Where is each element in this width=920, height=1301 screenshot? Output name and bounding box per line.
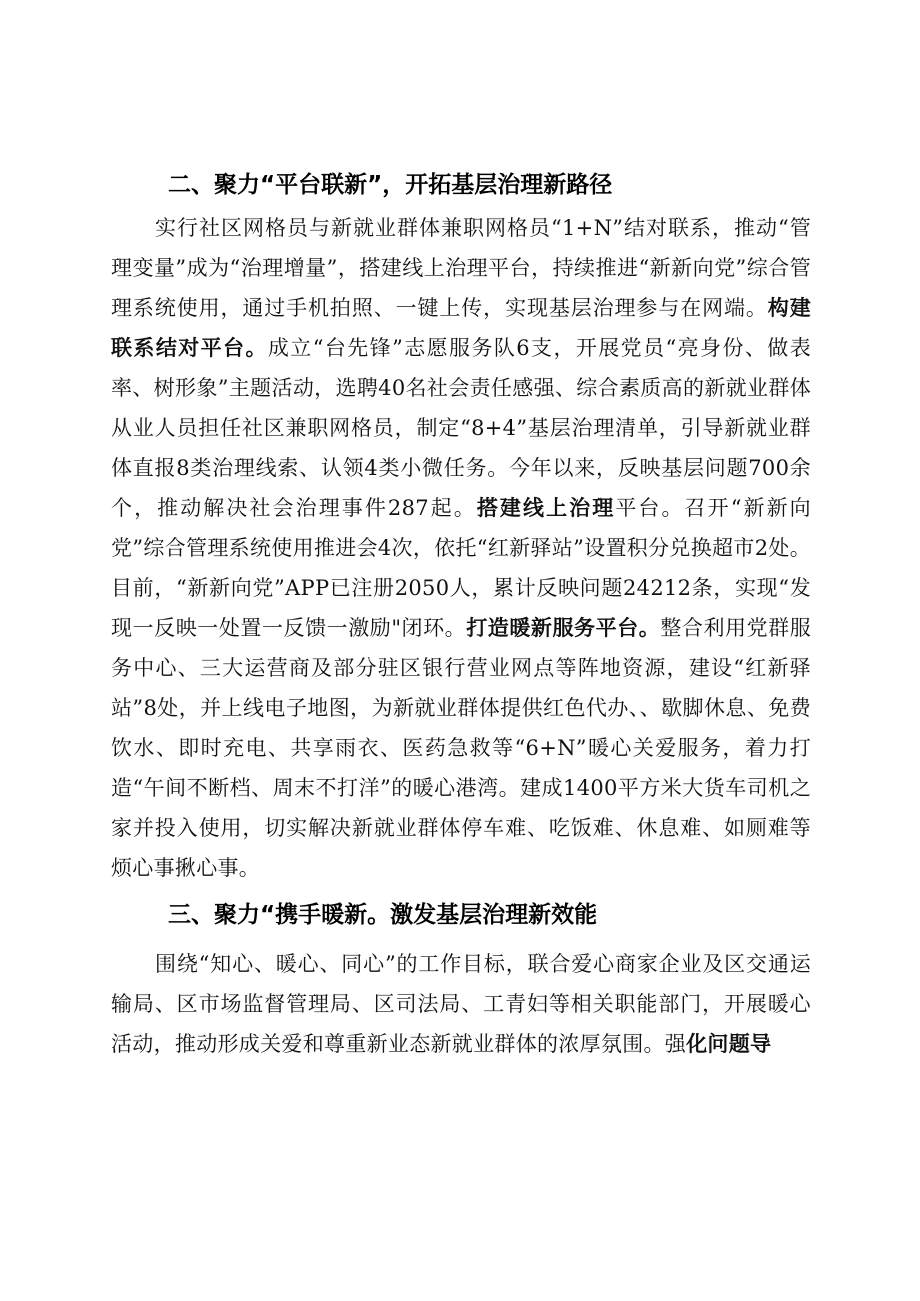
bold-subheading-problem-oriented: 化问题导 [686,1032,772,1056]
document-body [111,164,811,1064]
paragraph-intro: 实行社区网格员与新就业群体兼职网格员“1+N”结对联系，推动“管理变量”成为“治理增量”，搭建线上治理平台，持续推进“新新向党”综合管理系统使用，通过手机拍照、一键上传，实现基层治理参与在网端。 [111,216,811,320]
paragraph-warm-care [111,944,811,1064]
paragraph-platform [111,208,811,888]
paragraph-intro: 围绕“知心、暖心、同心”的工作目标，联合爱心商家企业及区交通运输局、区市场监督管理局、区司法局、工青妇等相关职能部门，开展暖心活动，推动形成关爱和尊重新业态新就业群体的浓厚氛围。强 [111,952,811,1056]
bold-subheading-service-platform: 打造暖新服务平台。 [466,616,661,640]
paragraph-text: 成立“台先锋”志愿服务队6支，开展党员“亮身份、做表率、树形象”主题活动，选聘40名社会责任感强、综合素质高的新就业群体从业人员担任社区兼职网格员，制定“8+4”基层治理清单，引导新就业群体直报8类治理线索、认领4类小微任务。今年以来，反映基层问题700余个，推动解决社会治理事件287起。 [111,336,811,520]
bold-subheading-online-platform: 搭建线上治理 [476,496,616,520]
bold-subheading-pairing-platform: 构建联系结对平台。 [111,296,811,360]
paragraph-text: 整合利用党群服务中心、三大运营商及部分驻区银行营业网点等阵地资源，建设“红新驿站”8处，并上线电子地图，为新就业群体提供红色代办、、歇脚休息、免费饮水、即时充电、共享雨衣、医药急救等“6+N”暖心关爱服务，着力打造“午间不断档、周末不打洋”的暖心港湾。建成1400平方米大货车司机之家并投入使用，切实解决新就业群体停车难、吃饭难、休息难、如厕难等烦心事揪心事。 [111,616,811,880]
paragraph-text: 平台。召开“新新向党”综合管理系统使用推进会4次，依托“红新驿站”设置积分兑换超市2处。目前，“新新向党”APP已注册2050人，累计反映问题24212条，实现“发现一反映一处置一反馈一激励"闭环。 [111,496,811,640]
section-heading-2: 二、聚力“平台联新”，开拓基层治理新路径 [168,172,613,198]
section-heading-3: 三、聚力“携手暖新。激发基层治理新效能 [168,902,598,928]
